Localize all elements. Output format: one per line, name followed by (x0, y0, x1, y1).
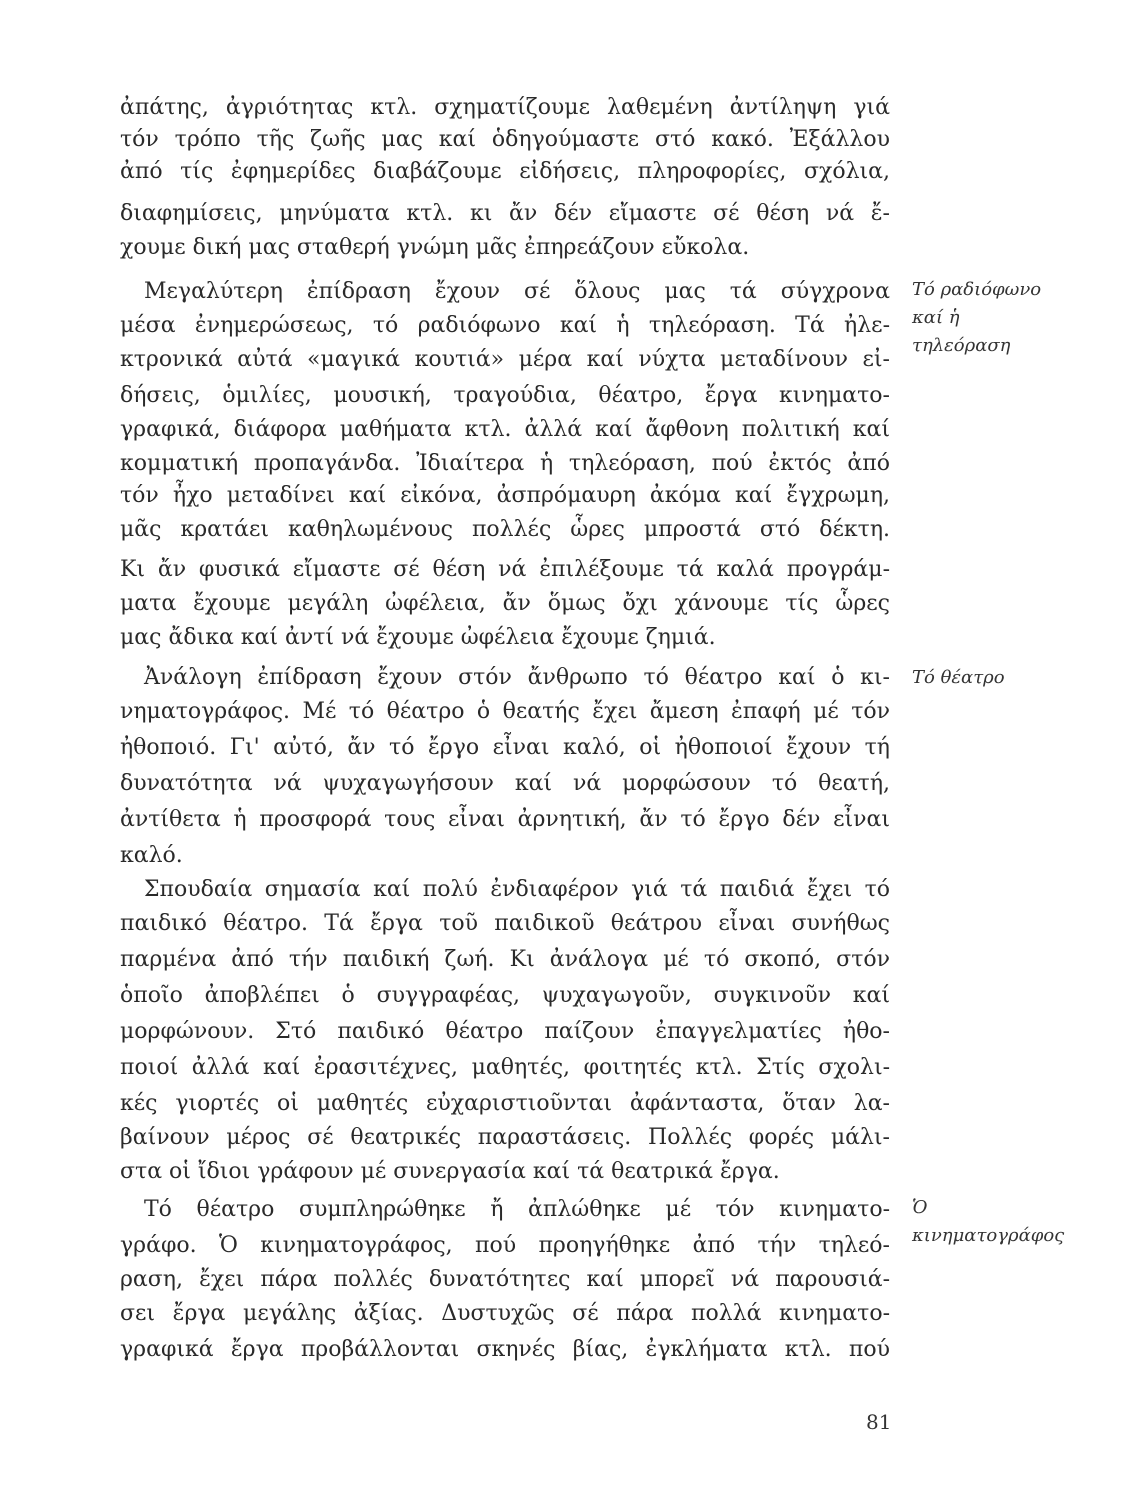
margin-note-cinema (912, 1194, 1112, 1250)
body-line-33: γράφο. Ὁ κινηματογράφος, πού προηγήθηκε ἀπό τήν τηλεό- (120, 1233, 890, 1258)
body-line-16: μας ἄδικα καί ἀντί νά ἔχουμε ὠφέλεια ἔχουμε ζημιά. (120, 625, 716, 650)
body-line-1: ἀπάτης, ἀγριότητας κτλ. σχηματίζουμε λαθεμένη ἀντίληψη γιά (120, 95, 890, 120)
body-line-23: Σπουδαία σημασία καί πολύ ἐνδιαφέρον γιά τά παιδιά ἔχει τό (144, 877, 890, 902)
body-line-20: δυνατότητα νά ψυχαγωγήσουν καί νά μορφώσουν τό θεατή, (120, 771, 890, 796)
body-line-30: βαίνουν μέρος σέ θεατρικές παραστάσεις. Πολλές φορές μάλι- (120, 1125, 890, 1150)
margin-note-radio-tv (912, 276, 1112, 360)
body-line-25: παρμένα ἀπό τήν παιδική ζωή. Κι ἀνάλογα μέ τό σκοπό, στόν (120, 947, 890, 972)
body-line-27: μορφώνουν. Στό παιδικό θέατρο παίζουν ἐπαγγελματίες ἠθο- (120, 1019, 890, 1044)
body-line-19: ἠθοποιό. Γι' αὐτό, ἄν τό ἔργο εἶναι καλό, οἱ ἠθοποιοί ἔχουν τή (120, 735, 890, 760)
body-line-29: κές γιορτές οἱ μαθητές εὐχαριστιοῦνται ἀφάνταστα, ὅταν λα- (120, 1091, 890, 1116)
body-line-18: νηματογράφος. Μέ τό θέατρο ὁ θεατής ἔχει ἄμεση ἐπαφή μέ τόν (120, 699, 890, 724)
body-line-21: ἀντίθετα ἡ προσφορά τους εἶναι ἀρνητική, ἄν τό ἔργο δέν εἶναι (120, 807, 890, 832)
body-line-4: διαφημίσεις, μηνύματα κτλ. κι ἄν δέν εἴμαστε σέ θέση νά ἔ- (120, 201, 890, 226)
margin-note-cinema-line-2: κινηματογράφος (912, 1225, 1065, 1246)
margin-note-radio-tv-line-1: Τό ραδιόφωνο (912, 279, 1042, 300)
body-line-26: ὁποῖο ἀποβλέπει ὁ συγγραφέας, ψυχαγωγοῦν, συγκινοῦν καί (120, 983, 890, 1008)
margin-note-theatre (912, 664, 1112, 692)
body-line-24: παιδικό θέατρο. Τά ἔργα τοῦ παιδικοῦ θεάτρου εἶναι συνήθως (120, 911, 890, 936)
body-line-3: ἀπό τίς ἐφημερίδες διαβάζουμε εἰδήσεις, πληροφορίες, σχόλια, (120, 159, 890, 184)
body-line-7: μέσα ἐνημερώσεως, τό ραδιόφωνο καί ἡ τηλεόραση. Τά ἠλε- (120, 313, 890, 338)
body-line-5: χουμε δική μας σταθερή γνώμη μᾶς ἐπηρεάζουν εὔκολα. (120, 235, 750, 260)
margin-note-cinema-line-1: Ὁ (912, 1197, 928, 1218)
body-line-12: τόν ἦχο μεταδίνει καί εἰκόνα, ἀσπρόμαυρη ἀκόμα καί ἔγχρωμη, (120, 483, 890, 508)
body-line-10: γραφικά, διάφορα μαθήματα κτλ. ἀλλά καί ἄφθονη πολιτική καί (120, 417, 890, 442)
margin-note-radio-tv-line-2: καί ἡ (912, 307, 960, 328)
body-line-9: δήσεις, ὁμιλίες, μουσική, τραγούδια, θέατρο, ἔργα κινηματο- (120, 383, 890, 408)
body-line-2: τόν τρόπο τῆς ζωῆς μας καί ὁδηγούμαστε στό κακό. Ἐξάλλου (120, 127, 890, 152)
body-line-22: καλό. (120, 843, 183, 868)
body-line-6: Μεγαλύτερη ἐπίδραση ἔχουν σέ ὅλους μας τά σύγχρονα (144, 279, 890, 304)
body-line-13: μᾶς κρατάει καθηλωμένους πολλές ὧρες μπροστά στό δέκτη. (120, 517, 890, 542)
body-line-17: Ἀνάλογη ἐπίδραση ἔχουν στόν ἄνθρωπο τό θέατρο καί ὁ κι- (144, 665, 890, 690)
body-line-14: Κι ἄν φυσικά εἴμαστε σέ θέση νά ἐπιλέξουμε τά καλά προγράμ- (120, 557, 890, 582)
body-line-8: κτρονικά αὐτά «μαγικά κουτιά» μέρα καί νύχτα μεταδίνουν εἰ- (120, 347, 890, 372)
margin-note-theatre-line-1: Τό θέατρο (912, 667, 1005, 688)
body-line-35: σει ἔργα μεγάλης ἀξίας. Δυστυχῶς σέ πάρα πολλά κινηματο- (120, 1301, 890, 1326)
body-line-34: ραση, ἔχει πάρα πολλές δυνατότητες καί μπορεῖ νά παρουσιά- (120, 1267, 890, 1292)
body-line-11: κομματική προπαγάνδα. Ἰδιαίτερα ἡ τηλεόραση, πού ἐκτός ἀπό (120, 451, 890, 476)
body-line-28: ποιοί ἀλλά καί ἐρασιτέχνες, μαθητές, φοιτητές κτλ. Στίς σχολι- (120, 1055, 890, 1080)
body-line-15: ματα ἔχουμε μεγάλη ὠφέλεια, ἄν ὅμως ὄχι χάνουμε τίς ὧρες (120, 591, 890, 616)
body-line-31: στα οἱ ἴδιοι γράφουν μέ συνεργασία καί τά θεατρικά ἔργα. (120, 1159, 780, 1184)
margin-note-radio-tv-line-3: τηλεόραση (912, 335, 1011, 356)
body-line-32: Τό θέατρο συμπληρώθηκε ἤ ἀπλώθηκε μέ τόν κινηματο- (144, 1197, 890, 1222)
page-number: 81 (866, 1410, 892, 1434)
body-line-36: γραφικά ἔργα προβάλλονται σκηνές βίας, ἐγκλήματα κτλ. πού (120, 1337, 890, 1362)
